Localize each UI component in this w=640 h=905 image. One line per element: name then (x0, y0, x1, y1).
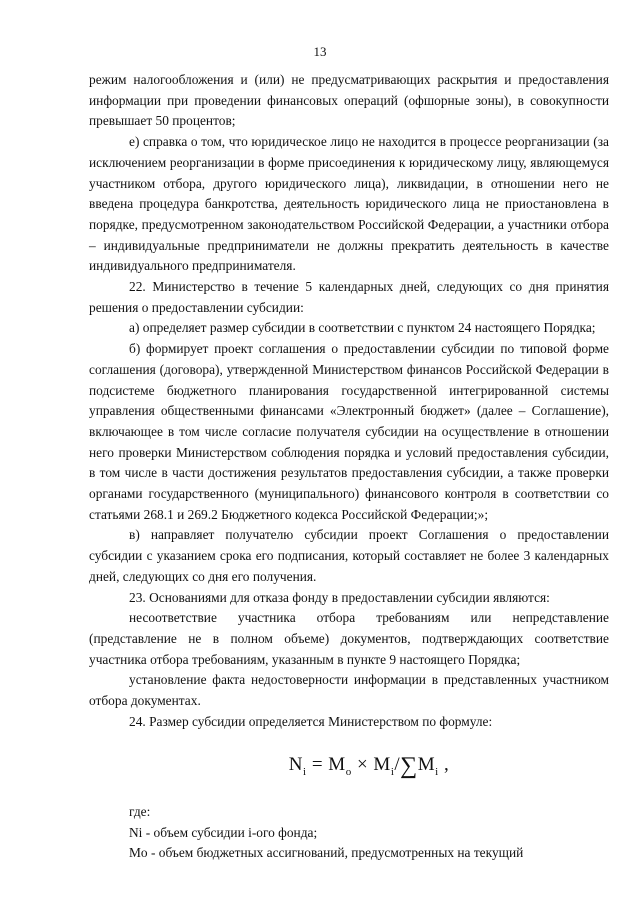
paragraph: е) справка о том, что юридическое лицо не находится в процессе реорганизации (за исключением реорганизации в форме присоединения к юридическому лицу, являющемуся участником отбора, другого юридического лица), ликвидации, в отношении него не введена процедура банкротства, деятельность юридического лица не приостановлена в порядке, предусмотренном законодательством Российской Федерации, а участники отбора – индивидуальные предприниматели не должны прекратить деятельность в качестве индивидуального предпринимателя. (89, 134, 609, 274)
formula-m2: M (373, 753, 391, 775)
subsidy-formula (89, 752, 609, 783)
formula-tail: , (438, 753, 450, 775)
paragraph: установление факта недостоверности информации в представленных участником отбора документах. (89, 672, 609, 709)
formula-m1-subscript: o (345, 765, 352, 778)
paragraph: 22. Министерство в течение 5 календарных дней, следующих со дня принятия решения о предоставлении субсидии: (89, 279, 609, 315)
paragraph: Ni - объем субсидии i-ого фонда; (129, 824, 318, 840)
paragraph: б) формирует проект соглашения о предоставлении субсидии по типовой форме соглашения (договора), утвержденной Министерством финансов Российской Федерации в подсистеме бюджетного планирования государственной интегрированной системы управления общественными финансами «Электронный бюджет» (далее – Соглашение), включающее в том числе согласие получателя субсидии на осуществление в отношении него проверки Министерством соблюдения порядка и условий предоставления субсидии, в том числе в части достижения результатов предоставления субсидии, а также проверки органами государственного (муниципального) финансового контроля в соответствии со статьями 268.1 и 269.2 Бюджетного кодекса Российской Федерации;»; (89, 341, 609, 522)
formula-lhs-subscript: i (303, 765, 307, 778)
paragraph: Mo - объем бюджетных ассигнований, предусмотренных на текущий (129, 845, 524, 861)
formula-m3-subscript: i (435, 765, 439, 778)
formula-m2-subscript: i (390, 765, 395, 778)
sum-icon: ∑ (400, 752, 418, 779)
paragraph: в) направляет получателю субсидии проект Соглашения о предоставлении субсидии с указанием срока его подписания, который составляет не более 3 календарных дней, следующих со дня его получения. (89, 527, 609, 584)
formula-times: × (351, 753, 374, 775)
paragraph: режим налогообложения и (или) не предусматривающих раскрытия и предоставления информации при проведении финансовых операций (офшорные зоны), в совокупности превышает 50 процентов; (89, 72, 609, 129)
formula-lhs: N (288, 753, 303, 775)
paragraph: несоответствие участника отбора требованиям или непредставление (представление не в полном объеме) документов, подтверждающих соответствие участника отбора требованиям, указанным в пункте 9 настоящего Порядка; (89, 610, 609, 667)
paragraph: где: (129, 804, 151, 819)
document-body (89, 70, 609, 864)
formula-m1: M (328, 753, 346, 775)
paragraph: а) определяет размер субсидии в соответствии с пунктом 24 настоящего Порядка; (129, 320, 596, 336)
paragraph: 23. Основаниями для отказа фонду в предоставлении субсидии являются: (129, 589, 550, 605)
paragraph: 24. Размер субсидии определяется Министерством по формуле: (129, 713, 493, 729)
formula-m3: M (417, 753, 436, 775)
page-number: 13 (313, 44, 327, 59)
formula-slash: / (394, 753, 401, 775)
formula-equals: = (306, 753, 329, 775)
